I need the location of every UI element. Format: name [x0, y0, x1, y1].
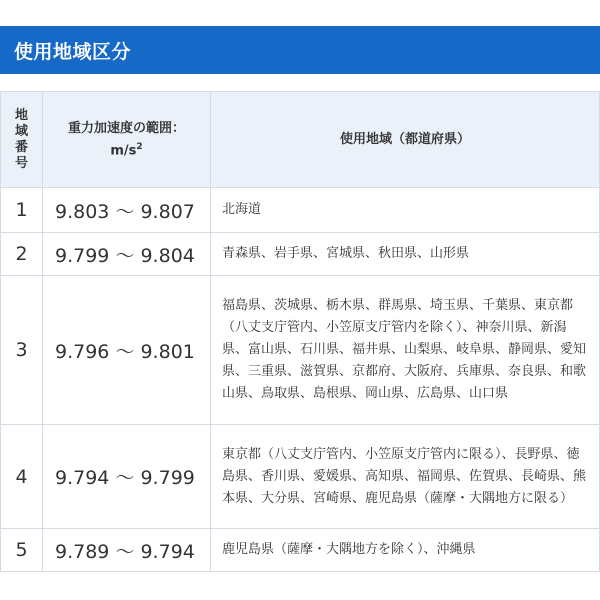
section-title: 使用地域区分: [14, 40, 132, 63]
gravity-range-cell: 9.796 ～ 9.801: [43, 276, 211, 425]
header-prefectures: 使用地域（都道府県）: [211, 92, 600, 188]
zone-number-cell: 1: [1, 188, 43, 233]
header-gravity-range: 重力加速度の範囲：$m/s^2$: [43, 92, 211, 188]
gravity-range-cell: 9.803 ～ 9.807: [43, 188, 211, 233]
prefectures-cell: 鹿児島県（薩摩・大隅地方を除く）、沖縄県: [211, 529, 600, 572]
zone-number-cell: 2: [1, 233, 43, 276]
zone-number-cell: 5: [1, 529, 43, 572]
table-row: [1, 233, 600, 276]
zone-table: [0, 91, 600, 572]
gravity-range-cell: 9.789 ～ 9.794: [43, 529, 211, 572]
table-row: [1, 529, 600, 572]
gravity-range-cell: 9.799 ～ 9.804: [43, 233, 211, 276]
table-row: [1, 425, 600, 529]
prefectures-cell: 北海道: [211, 188, 600, 233]
prefectures-cell: 福島県、茨城県、栃木県、群馬県、埼玉県、千葉県、東京都（八丈支庁管内、小笠原支庁管内を除く）、神奈川県、新潟県、富山県、石川県、福井県、山梨県、岐阜県、静岡県、愛知県、三重県、滋賀県、京都府、大阪府、兵庫県、奈良県、和歌山県、鳥取県、島根県、岡山県、広島県、山口県: [211, 276, 600, 425]
prefectures-cell: 青森県、岩手県、宮城県、秋田県、山形県: [211, 233, 600, 276]
zone-number-cell: 3: [1, 276, 43, 425]
unit-exponent: 2: [136, 141, 143, 152]
zone-number-cell: 4: [1, 425, 43, 529]
table-header-row: [1, 92, 600, 188]
gravity-range-cell: 9.794 ～ 9.799: [43, 425, 211, 529]
section-header: [0, 26, 600, 74]
table-row: [1, 276, 600, 425]
table-row: [1, 188, 600, 233]
header-zone-number: 地域番号: [1, 92, 43, 188]
prefectures-cell: 東京都（八丈支庁管内、小笠原支庁管内に限る）、長野県、徳島県、香川県、愛媛県、高知県、福岡県、佐賀県、長崎県、熊本県、大分県、宮崎県、鹿児島県（薩摩・大隅地方に限る）: [211, 425, 600, 529]
